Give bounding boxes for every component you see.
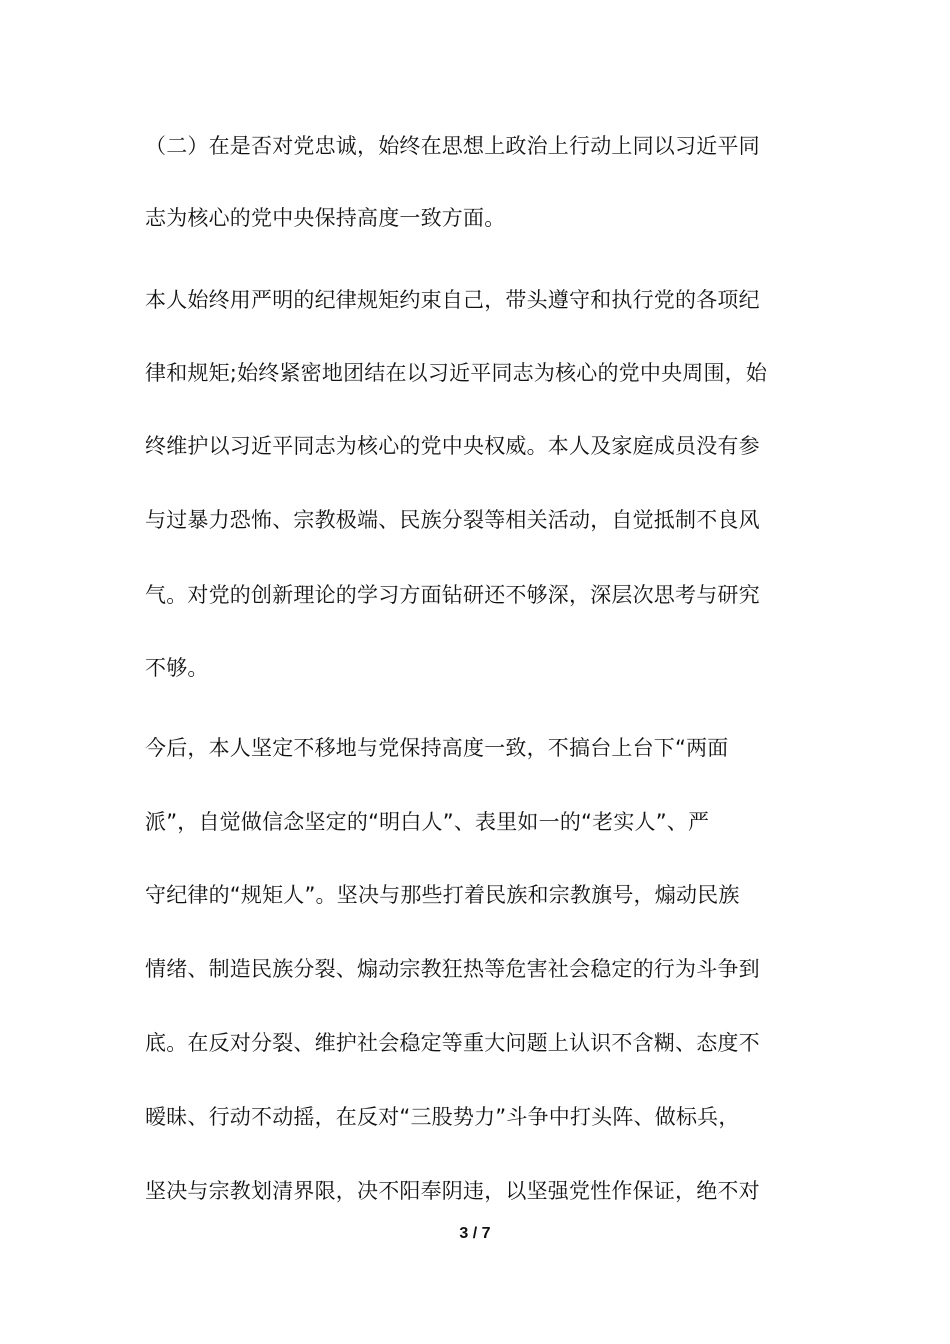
text-line: 与过暴力恐怖、宗教极端、民族分裂等相关活动，自觉抵制不良风	[145, 508, 760, 532]
text-line: 今后，本人坚定不移地与党保持高度一致，不搞台上台下“两面	[145, 736, 729, 760]
text-line: （二）在是否对党忠诚，始终在思想上政治上行动上同以习近平同	[145, 134, 760, 158]
text-line: 坚决与宗教划清界限，决不阳奉阴违，以坚强党性作保证，绝不对	[145, 1179, 760, 1203]
text-line: 守纪律的“规矩人”。坚决与那些打着民族和宗教旗号，煽动民族	[145, 883, 740, 907]
text-line: 气。对党的创新理论的学习方面钻研还不够深，深层次思考与研究	[145, 583, 760, 607]
text-line: 律和规矩;始终紧密地团结在以习近平同志为核心的党中央周围，始	[145, 361, 768, 385]
text-line: 底。在反对分裂、维护社会稳定等重大问题上认识不含糊、态度不	[145, 1031, 760, 1055]
text-line: 终维护以习近平同志为核心的党中央权威。本人及家庭成员没有参	[145, 434, 760, 458]
text-line: 暧昧、行动不动摇，在反对“三股势力”斗争中打头阵、做标兵，	[145, 1105, 740, 1129]
text-line: 不够。	[145, 656, 209, 680]
page-number: 3 / 7	[459, 1225, 491, 1242]
text-line: 情绪、制造民族分裂、煽动宗教狂热等危害社会稳定的行为斗争到	[145, 957, 760, 981]
text-line: 本人始终用严明的纪律规矩约束自己，带头遵守和执行党的各项纪	[145, 288, 760, 312]
text-line: 志为核心的党中央保持高度一致方面。	[145, 206, 506, 230]
text-line: 派”，自觉做信念坚定的“明白人”、表里如一的“老实人”、严	[145, 810, 710, 834]
